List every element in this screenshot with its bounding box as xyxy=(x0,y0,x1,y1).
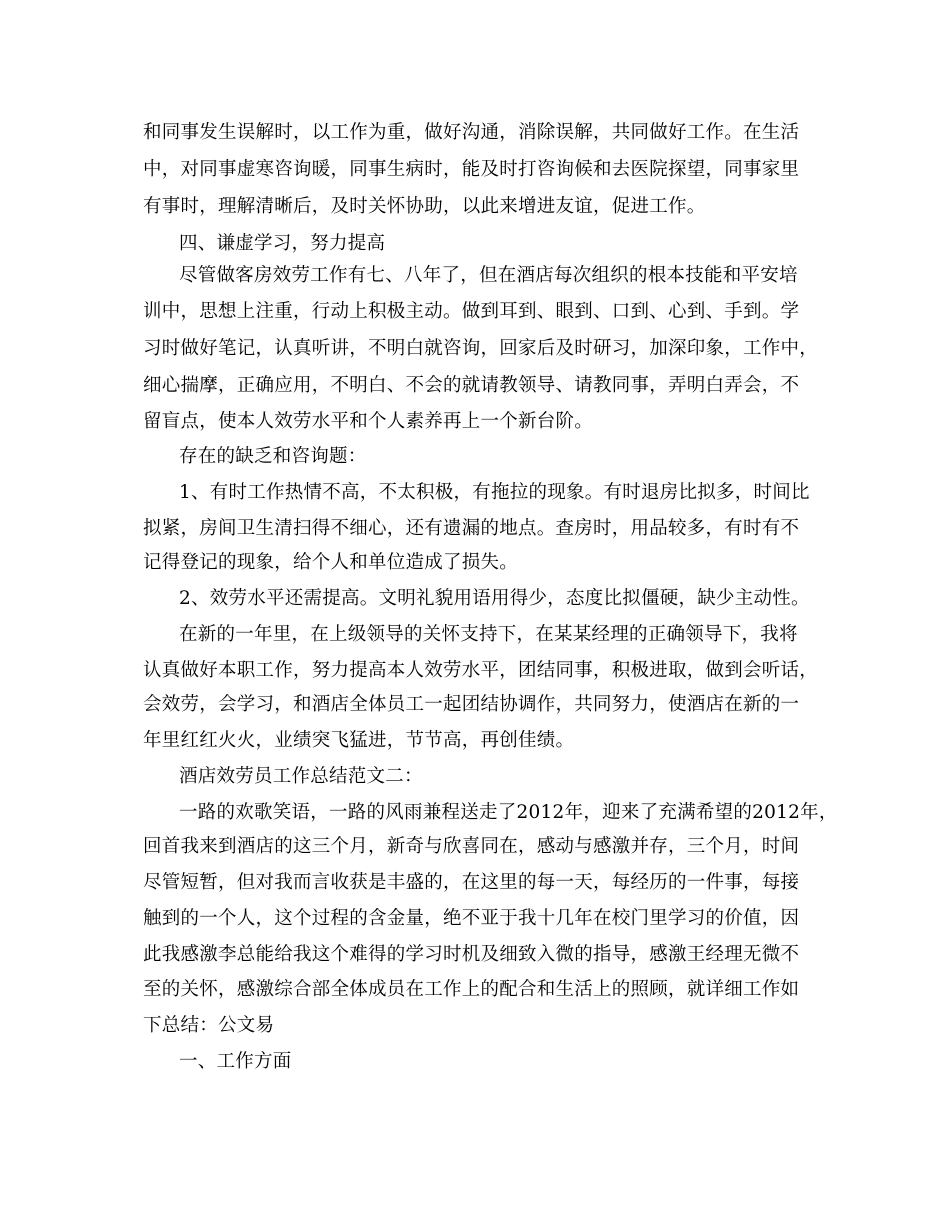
paragraph-line: 有事时，理解清晰后，及时关怀协助，以此来增进友谊，促进工作。 xyxy=(143,196,706,217)
section-heading: 四、谦虚学习，努力提高 xyxy=(179,233,386,254)
paragraph-line: 记得登记的现象，给个人和单位造成了损失。 xyxy=(143,552,519,573)
paragraph-line: 至的关怀，感激综合部全体成员在工作上的配合和生活上的照顾，就详细工作如 xyxy=(143,979,800,1000)
paragraph-line: 尽管短暂，但对我而言收获是丰盛的，在这里的每一天，每经历的一件事，每接 xyxy=(143,872,800,893)
paragraph-line: 1、有时工作热情不高，不太积极，有拖拉的现象。有时退房比拟多，时间比 xyxy=(179,482,810,503)
paragraph-line: 回首我来到酒店的这三个月，新奇与欣喜同在，感动与感激并存，三个月，时间 xyxy=(143,836,800,857)
section-heading: 一、工作方面 xyxy=(179,1051,292,1072)
paragraph-line: 在新的一年里，在上级领导的关怀支持下，在某某经理的正确领导下，我将 xyxy=(179,624,798,645)
paragraph-line: 下总结：公文易 xyxy=(143,1015,275,1036)
paragraph-line: 认真做好本职工作，努力提高本人效劳水平，团结同事，积极进取，做到会听话， xyxy=(143,660,819,681)
section-heading: 酒店效劳员工作总结范文二： xyxy=(179,766,423,787)
paragraph-line: 2、效劳水平还需提高。文明礼貌用语用得少，态度比拟僵硬，缺少主动性。 xyxy=(179,588,810,609)
paragraph-line: 留盲点，使本人效劳水平和个人素养再上一个新台阶。 xyxy=(143,411,594,432)
paragraph-line: 习时做好笔记，认真听讲，不明白就咨询，回家后及时研习，加深印象，工作中， xyxy=(143,338,819,359)
paragraph-line: 中，对同事虚寒咨询暖，同事生病时，能及时打咨询候和去医院探望，同事家里 xyxy=(143,159,800,180)
paragraph-line: 拟紧，房间卫生清扫得不细心，还有遗漏的地点。查房时，用品较多，有时有不 xyxy=(143,518,800,539)
section-heading: 存在的缺乏和咨询题： xyxy=(179,446,367,467)
paragraph-line: 训中，思想上注重，行动上积极主动。做到耳到、眼到、口到、心到、手到。学 xyxy=(143,301,800,322)
paragraph-line: 年里红红火火，业绩突飞猛进，节节高，再创佳绩。 xyxy=(143,730,575,751)
paragraph-line: 细心揣摩，正确应用，不明白、不会的就请教领导、请教同事，弄明白弄会，不 xyxy=(143,375,800,396)
paragraph-line: 触到的一个人，这个过程的含金量，绝不亚于我十几年在校门里学习的价值，因 xyxy=(143,908,800,929)
paragraph-line: 尽管做客房效劳工作有七、八年了，但在酒店每次组织的根本技能和平安培 xyxy=(179,265,798,286)
paragraph-line: 和同事发生误解时，以工作为重，做好沟通，消除误解，共同做好工作。在生活 xyxy=(143,122,800,143)
paragraph-line: 会效劳，会学习，和酒店全体员工一起团结协调作，共同努力，使酒店在新的一 xyxy=(143,694,800,715)
paragraph-line: 此我感激李总能给我这个难得的学习时机及细致入微的指导，感激王经理无微不 xyxy=(143,944,800,965)
paragraph-line: 一路的欢歌笑语，一路的风雨兼程送走了2012年，迎来了充满希望的2012年， xyxy=(179,802,838,823)
